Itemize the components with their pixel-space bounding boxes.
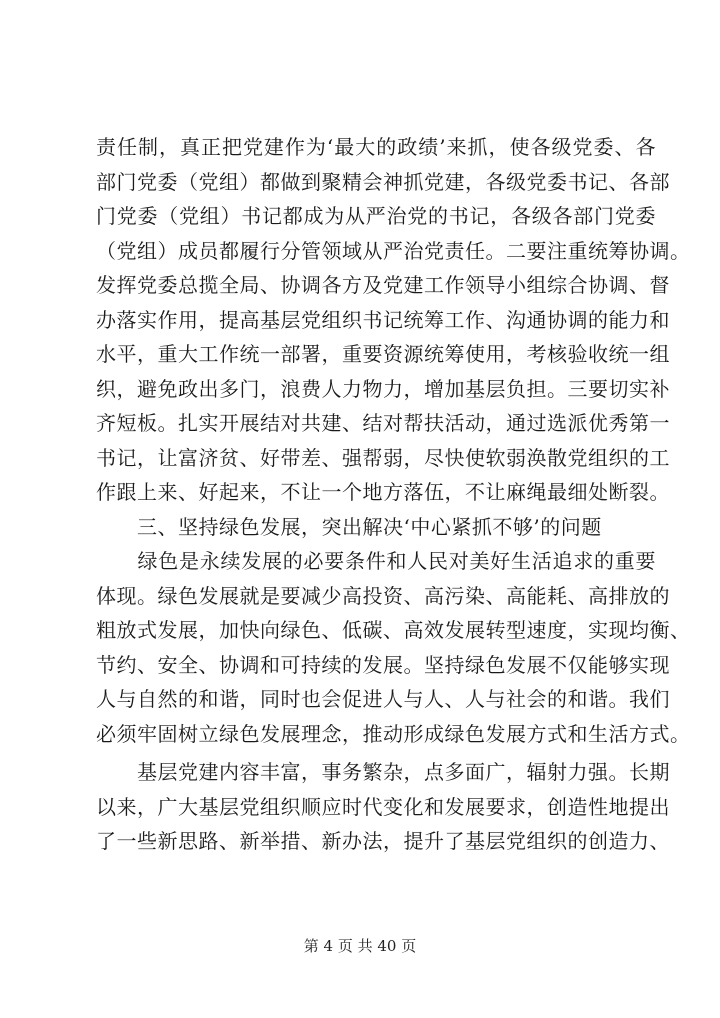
text-line: 必须牢固树立绿色发展理念，推动形成绿色发展方式和生活方式。 (96, 721, 691, 746)
text-line: 发挥党委总揽全局、协调各方及党建工作领导小组综合协调、督 (96, 273, 670, 297)
text-line: 节约、安全、协调和可持续的发展。坚持绿色发展不仅能够实现 (96, 652, 670, 677)
page-number-footer: 第 4 页 共 40 页 (303, 937, 417, 955)
text-line: 体现。绿色发展就是要减少高投资、高污染、高能耗、高排放的 (96, 583, 670, 608)
section-heading: 三、坚持绿色发展，突出解决‘中心紧抓不够’的问题 (96, 514, 602, 539)
text-line: 人与自然的和谐，同时也会促进人与人、人与社会的和谐。我们 (96, 687, 670, 711)
text-line: 水平，重大工作统一部署，重要资源统筹使用，考核验收统一组 (96, 342, 670, 366)
text-line: 以来，广大基层党组织顺应时代变化和发展要求，创造性地提出 (96, 794, 670, 819)
text-line: 基层党建内容丰富，事务繁杂，点多面广，辐射力强。长期 (96, 760, 670, 784)
text-line: 绿色是永续发展的必要条件和人民对美好生活追求的重要 (96, 549, 656, 573)
text-line: 粗放式发展，加快向绿色、低碳、高效发展转型速度，实现均衡、 (96, 618, 691, 642)
text-line: 作跟上来、好起来，不让一个地方落伍，不让麻绳最细处断裂。 (96, 480, 670, 504)
text-line: （党组）成员都履行分管领域从严治党责任。二要注重统筹协调。 (96, 238, 691, 263)
text-line: 了一些新思路、新举措、新办法，提升了基层党组织的创造力、 (96, 829, 670, 853)
text-line: 办落实作用，提高基层党组织书记统筹工作、沟通协调的能力和 (96, 307, 670, 332)
text-line: 部门党委（党组）都做到聚精会神抓党建，各级党委书记、各部 (96, 169, 670, 194)
document-body (96, 130, 691, 859)
text-line: 门党委（党组）书记都成为从严治党的书记，各级各部门党委 (96, 204, 656, 228)
text-line: 书记，让富济贫、好带差、强帮弱，尽快使软弱涣散党组织的工 (96, 445, 670, 470)
text-line: 责任制，真正把党建作为‘最大的政绩’来抓，使各级党委、各 (96, 135, 656, 159)
text-line: 织，避免政出多门，浪费人力物力，增加基层负担。三要切实补 (96, 376, 670, 401)
text-line: 齐短板。扎实开展结对共建、结对帮扶活动，通过选派优秀第一 (96, 411, 670, 435)
